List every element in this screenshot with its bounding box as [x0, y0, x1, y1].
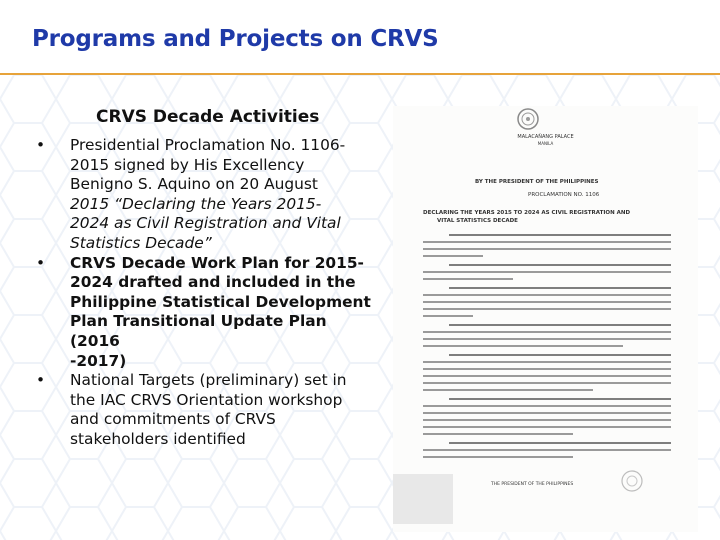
- bullet-line: National Targets (preliminary) set in: [70, 371, 347, 390]
- bullet-line: Plan Transitional Update Plan (2016: [70, 312, 327, 350]
- doc-signature-title: THE PRESIDENT OF THE PHILIPPINES: [491, 482, 574, 487]
- bullet-line: the IAC CRVS Orientation workshop: [70, 390, 343, 409]
- doc-by-president: BY THE PRESIDENT OF THE PHILIPPINES: [475, 179, 599, 185]
- doc-declaring-line: VITAL STATISTICS DECADE: [437, 218, 518, 224]
- bullet-line: 2015 signed by His Excellency: [70, 155, 305, 174]
- bullet-dot-icon: •: [36, 253, 46, 272]
- proclamation-document-image: [393, 106, 698, 532]
- bullet-item-national-targets: [36, 371, 378, 449]
- bullet-item-work-plan: [36, 254, 378, 372]
- doc-proclamation-number: PROCLAMATION NO. 1106: [528, 192, 600, 198]
- bullet-line: 2015 “Declaring the Years 2015-: [70, 194, 322, 213]
- bullet-line: Philippine Statistical Development: [70, 292, 371, 311]
- slide-title: Programs and Projects on CRVS: [32, 26, 439, 52]
- bullet-line: Statistics Decade”: [70, 233, 212, 252]
- title-divider: [0, 73, 720, 75]
- bullet-line: 2024 as Civil Registration and Vital: [70, 214, 341, 233]
- bullet-dot-icon: •: [36, 136, 46, 154]
- bullet-line: -2017): [70, 351, 127, 370]
- section-subheading: CRVS Decade Activities: [96, 107, 320, 127]
- presidential-seal-icon: [517, 108, 539, 130]
- bullet-item-proclamation: [36, 136, 378, 254]
- doc-attachment-photo: [393, 474, 453, 524]
- bullet-line: and commitments of CRVS: [70, 410, 276, 429]
- bullet-dot-icon: •: [36, 371, 46, 390]
- bullet-line: Benigno S. Aquino on 20 August: [70, 175, 318, 194]
- bullet-list: [36, 136, 378, 450]
- doc-declaring-line: DECLARING THE YEARS 2015 TO 2024 AS CIVIL REGISTRATION AND: [423, 210, 631, 216]
- bullet-line: 2024 drafted and included in the: [70, 273, 356, 292]
- bullet-line: CRVS Decade Work Plan for 2015-: [70, 253, 364, 272]
- bullet-line: stakeholders identified: [70, 429, 246, 448]
- doc-city: MANILA: [537, 141, 554, 146]
- doc-palace-name: MALACAÑANG PALACE: [517, 134, 574, 140]
- doc-seal-stamp-icon: [621, 470, 643, 492]
- bullet-line: Presidential Proclamation No. 1106-: [70, 136, 346, 154]
